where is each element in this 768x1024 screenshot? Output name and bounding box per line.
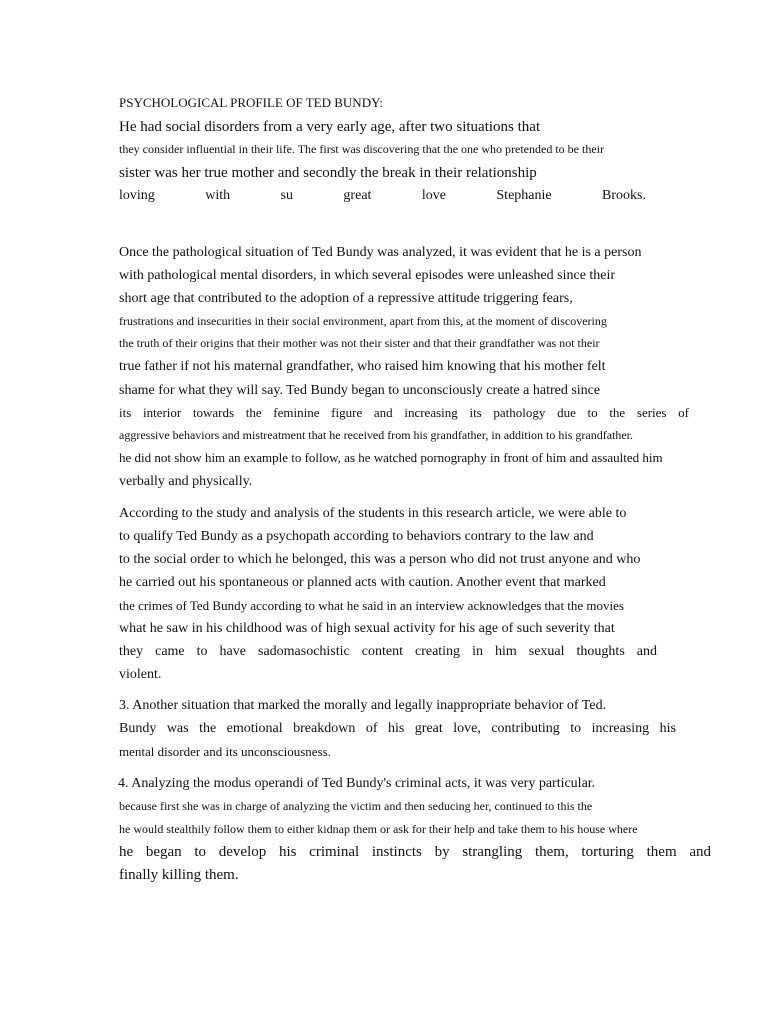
- text-line: short age that contributed to the adoption of a repressive attitude triggering fears,: [119, 291, 573, 306]
- text-line: he carried out his spontaneous or planned acts with caution. Another event that marked: [119, 575, 606, 590]
- text-line: mental disorder and its unconsciousness.: [119, 744, 331, 759]
- text-line: frustrations and insecurities in their social environment, apart from this, at the moment of discovering: [119, 314, 607, 328]
- text-line: aggressive behaviors and mistreatment that he received from his grandfather, in addition to his grandfather.: [119, 428, 634, 442]
- text-line: 4. Analyzing the modus operandi of Ted Bundy's criminal acts, it was very particular.: [118, 776, 596, 791]
- text-line: Bundy was the emotional breakdown of his great love, contributing to increasing his: [119, 721, 676, 736]
- text-line: sister was her true mother and secondly the break in their relationship: [119, 165, 537, 181]
- text-line: Once the pathological situation of Ted Bundy was analyzed, it was evident that he is a person: [119, 245, 642, 260]
- text-line: 3. Another situation that marked the morally and legally inappropriate behavior of Ted.: [119, 698, 607, 713]
- text-line: he began to develop his criminal instincts by strangling them, torturing them and: [119, 844, 711, 860]
- text-line: violent.: [119, 667, 162, 682]
- text-line: to qualify Ted Bundy as a psychopath according to behaviors contrary to the law and: [119, 529, 594, 544]
- text-line: he did not show him an example to follow, as he watched pornography in front of him and assaulted him: [119, 450, 663, 465]
- document-title: PSYCHOLOGICAL PROFILE OF TED BUNDY:: [119, 95, 383, 110]
- text-line: the crimes of Ted Bundy according to what he said in an interview acknowledges that the movies: [119, 598, 624, 613]
- text-line: what he saw in his childhood was of high sexual activity for his age of such severity that: [119, 621, 615, 636]
- text-line: loving with su great love Stephanie Brooks.: [119, 188, 646, 203]
- text-line: shame for what they will say. Ted Bundy began to unconsciously create a hatred since: [119, 383, 601, 398]
- text-line: verbally and physically.: [119, 474, 253, 489]
- text-line: According to the study and analysis of the students in this research article, we were able to: [119, 506, 627, 521]
- text-line: its interior towards the feminine figure and increasing its pathology due to the series of: [119, 405, 689, 420]
- text-line: they consider influential in their life. The first was discovering that the one who pretended to be their: [119, 142, 604, 156]
- text-line: to the social order to which he belonged, this was a person who did not trust anyone and who: [119, 552, 641, 567]
- text-line: true father if not his maternal grandfather, who raised him knowing that his mother felt: [119, 359, 606, 374]
- text-line: He had social disorders from a very early age, after two situations that: [119, 119, 541, 135]
- text-line: they came to have sadomasochistic content creating in him sexual thoughts and: [119, 644, 657, 659]
- text-line: the truth of their origins that their mother was not their sister and that their grandfather was not their: [119, 336, 600, 350]
- text-line: with pathological mental disorders, in which several episodes were unleashed since their: [119, 268, 616, 283]
- text-line: because first she was in charge of analyzing the victim and then seducing her, continued to this the: [119, 799, 593, 813]
- text-line: he would stealthily follow them to either kidnap them or ask for their help and take them to his house where: [119, 822, 638, 836]
- text-line: finally killing them.: [119, 867, 239, 883]
